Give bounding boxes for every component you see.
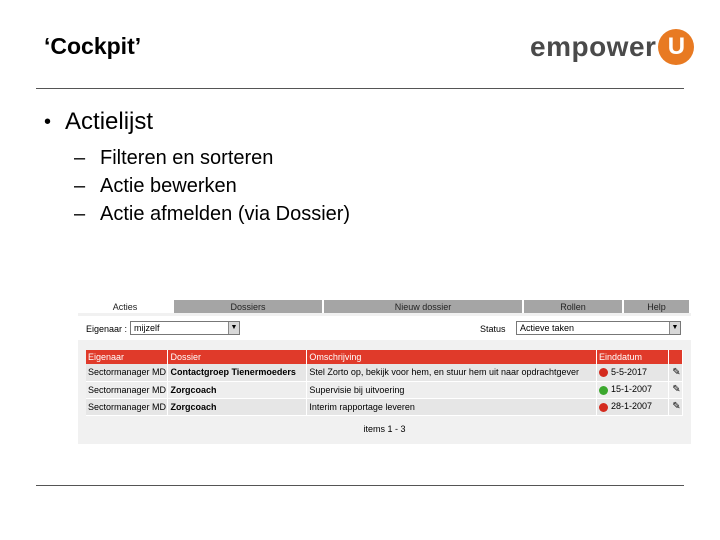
cell-dossier[interactable]: Contactgroep Tienermoeders xyxy=(168,364,307,381)
status-green-icon xyxy=(599,386,608,395)
slide-title: ‘Cockpit’ xyxy=(44,33,142,59)
dash-icon: – xyxy=(74,147,86,169)
edit-pencil-icon[interactable]: ✎ xyxy=(668,398,682,415)
dash-icon: – xyxy=(74,175,86,197)
owner-select-value: mijzelf xyxy=(134,323,160,333)
cell-owner: Sectormanager MD xyxy=(86,381,168,398)
bullet-list xyxy=(44,108,350,228)
table-row[interactable] xyxy=(86,398,683,415)
edit-pencil-icon[interactable]: ✎ xyxy=(668,364,682,381)
cell-description: Supervisie bij uitvoering xyxy=(307,381,597,398)
embedded-app-screenshot xyxy=(78,300,691,444)
sub-item xyxy=(74,172,350,200)
tab-acties[interactable]: Acties xyxy=(78,300,174,313)
sub-list xyxy=(74,144,350,228)
sub-item xyxy=(74,144,350,172)
col-edit xyxy=(668,350,682,364)
sub-item-label: Actie bewerken xyxy=(100,175,237,197)
tab-nieuw-dossier[interactable]: Nieuw dossier xyxy=(324,300,524,313)
cell-dossier[interactable]: Zorgcoach xyxy=(168,381,307,398)
status-red-icon xyxy=(599,368,608,377)
logo-text: empower xyxy=(530,31,657,62)
pager-text: items 1 - 3 xyxy=(363,424,406,434)
bottom-divider xyxy=(36,485,684,486)
actions-table xyxy=(86,350,683,416)
date-text: 28-1-2007 xyxy=(611,401,653,412)
status-select[interactable] xyxy=(516,321,681,335)
cell-description: Interim rapportage leveren xyxy=(307,398,597,415)
edit-pencil-icon[interactable]: ✎ xyxy=(668,381,682,398)
cell-owner: Sectormanager MD xyxy=(86,398,168,415)
empower-logo xyxy=(530,27,694,67)
top-divider xyxy=(36,88,684,89)
status-red-icon xyxy=(599,403,608,412)
cell-date xyxy=(597,381,669,398)
tab-help[interactable]: Help xyxy=(624,300,691,313)
cell-description: Stel Zorto op, bekijk voor hem, en stuur hem uit naar opdrachtgever xyxy=(307,364,597,381)
cell-owner: Sectormanager MD xyxy=(86,364,168,381)
bullet-label: Actielijst xyxy=(65,108,154,135)
dash-icon: – xyxy=(74,203,86,225)
date-text: 15-1-2007 xyxy=(611,384,653,395)
table-header xyxy=(86,350,683,364)
status-label: Status xyxy=(480,324,506,334)
cell-date xyxy=(597,398,669,415)
status-select-value: Actieve taken xyxy=(520,323,575,333)
col-eigenaar[interactable]: Eigenaar xyxy=(86,350,168,364)
col-einddatum[interactable]: Einddatum xyxy=(597,350,669,364)
sub-item xyxy=(74,200,350,228)
tab-bar xyxy=(78,300,691,313)
chevron-down-icon: ▼ xyxy=(228,322,239,334)
col-dossier[interactable]: Dossier xyxy=(168,350,307,364)
owner-select[interactable] xyxy=(130,321,240,335)
filter-bar xyxy=(78,316,691,340)
tab-rollen[interactable]: Rollen xyxy=(524,300,624,313)
bullet-dot-icon: • xyxy=(44,110,52,133)
sub-item-label: Actie afmelden (via Dossier) xyxy=(100,203,351,225)
table-row[interactable] xyxy=(86,381,683,398)
owner-label: Eigenaar : xyxy=(86,324,128,334)
logo-u-icon: U xyxy=(658,29,694,65)
bullet-item xyxy=(44,108,350,136)
sub-item-label: Filteren en sorteren xyxy=(100,147,274,169)
tab-dossiers[interactable]: Dossiers xyxy=(174,300,324,313)
date-text: 5-5-2017 xyxy=(611,367,648,378)
cell-dossier[interactable]: Zorgcoach xyxy=(168,398,307,415)
table-row[interactable] xyxy=(86,364,683,381)
cell-date xyxy=(597,364,669,381)
col-omschrijving[interactable]: Omschrijving xyxy=(307,350,597,364)
chevron-down-icon: ▼ xyxy=(669,322,680,334)
